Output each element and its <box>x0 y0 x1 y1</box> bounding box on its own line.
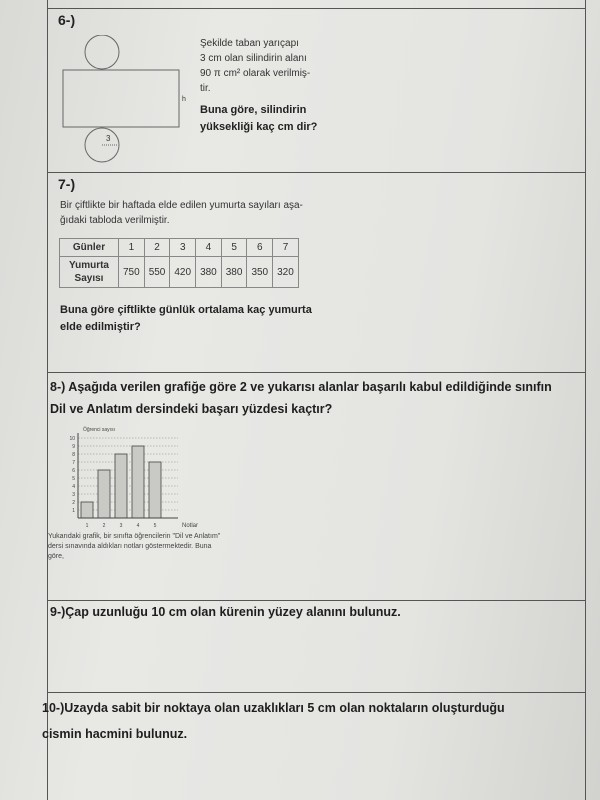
bar <box>98 470 110 518</box>
table-cell: 320 <box>273 257 299 288</box>
question-7-question <box>60 302 360 336</box>
divider <box>47 692 585 693</box>
right-border <box>585 0 586 800</box>
table-row <box>60 239 299 257</box>
text-line: cismin hacmini bulunuz. <box>42 727 188 741</box>
radius-label: 3 <box>106 134 111 143</box>
question-6-question <box>200 102 350 136</box>
table-cell: 3 <box>170 239 196 257</box>
bar <box>115 454 127 518</box>
bar <box>81 502 93 518</box>
question-7-body <box>60 198 360 336</box>
table-row <box>60 257 299 288</box>
left-border <box>47 0 48 800</box>
cylinder-net-figure <box>55 35 195 165</box>
text-line: Şekilde taban yarıçapı <box>200 38 299 49</box>
bar <box>149 462 161 518</box>
text-line: Yumurta <box>68 260 109 271</box>
y-tick-label: 9 <box>72 444 75 450</box>
question-7-number: 7-) <box>58 176 76 192</box>
table-cell: 380 <box>196 257 222 288</box>
question-6-number: 6-) <box>58 12 76 28</box>
text-line: tir. <box>200 83 211 94</box>
text-line: elde edilmiştir? <box>60 321 141 333</box>
y-axis-label: Öğrenci sayısı <box>83 427 115 433</box>
question-10-text <box>42 695 582 747</box>
text-line: 8-) Aşağıda verilen grafiğe göre 2 ve yukarısı alanlar başarılı kabul edildiğinde sınıfın <box>50 380 552 394</box>
y-tick-label: 8 <box>72 452 75 458</box>
y-tick-label: 10 <box>69 436 75 442</box>
y-tick-label: 7 <box>72 460 75 466</box>
text-line: Bir çiftlikte bir haftada elde edilen yumurta sayıları aşa- <box>60 200 303 211</box>
height-label: h <box>182 96 186 103</box>
text-line: Buna göre çiftlikte günlük ortalama kaç yumurta <box>60 304 312 316</box>
table-cell: 750 <box>119 257 145 288</box>
table-cell: 1 <box>119 239 145 257</box>
egg-count-table <box>59 238 299 288</box>
text-line: 10-)Uzayda sabit bir noktaya olan uzaklıkları 5 cm olan noktaların oluşturduğu <box>42 701 505 715</box>
table-cell: 5 <box>221 239 247 257</box>
text-line: 90 π cm² olarak verilmiş- <box>200 68 311 79</box>
text-line: göre, <box>48 553 64 560</box>
text-line: ğıdaki tabloda verilmiştir. <box>60 215 170 226</box>
question-6-body <box>200 36 350 136</box>
y-tick-label: 3 <box>72 492 75 498</box>
table-cell: 380 <box>221 257 247 288</box>
divider <box>47 172 585 173</box>
top-border <box>47 8 585 9</box>
x-axis-label: Notlar <box>182 523 199 529</box>
table-cell: 4 <box>196 239 222 257</box>
text-line: Yukarıdaki grafik, bir sınıfta öğrencilerin "Dil ve Anlatım" <box>48 533 221 540</box>
lateral-rectangle <box>63 70 179 127</box>
x-tick-label: 4 <box>136 523 140 529</box>
grades-bar-chart <box>60 424 220 532</box>
chart-caption <box>48 532 582 562</box>
table-cell: 2 <box>144 239 170 257</box>
text-line: 3 cm olan silindirin alanı <box>200 53 307 64</box>
table-cell: 550 <box>144 257 170 288</box>
table-cell: 350 <box>247 257 273 288</box>
x-tick-label: 3 <box>119 523 123 529</box>
y-tick-label: 1 <box>72 508 75 514</box>
x-tick-label: 2 <box>102 523 106 529</box>
text-line: yüksekliği kaç cm dir? <box>200 121 318 133</box>
question-8-text <box>50 376 582 420</box>
question-6-text <box>200 36 350 96</box>
top-base-circle <box>85 35 119 69</box>
text-line: Buna göre, silindirin <box>200 104 307 116</box>
x-tick-label: 1 <box>85 523 89 529</box>
table-cell: 6 <box>247 239 273 257</box>
divider <box>47 600 585 601</box>
x-tick-label: 5 <box>153 523 157 529</box>
text-line: dersi sınavında aldıkları notları göstermektedir. Buna <box>48 543 212 550</box>
table-cell: 7 <box>273 239 299 257</box>
divider <box>47 372 585 373</box>
table-cell: 420 <box>170 257 196 288</box>
y-tick-label: 4 <box>72 484 75 490</box>
question-9-text: 9-)Çap uzunluğu 10 cm olan kürenin yüzey alanını bulunuz. <box>50 605 401 619</box>
text-line: Dil ve Anlatım dersindeki başarı yüzdesi kaçtır? <box>50 402 333 416</box>
question-7-text <box>60 198 360 228</box>
y-tick-label: 5 <box>72 476 75 482</box>
eggs-header <box>60 257 119 288</box>
text-line: Sayısı <box>74 273 104 284</box>
y-tick-label: 6 <box>72 468 75 474</box>
y-tick-label: 2 <box>72 500 75 506</box>
bar <box>132 446 144 518</box>
question-8-body <box>50 376 582 562</box>
days-header: Günler <box>60 239 119 257</box>
